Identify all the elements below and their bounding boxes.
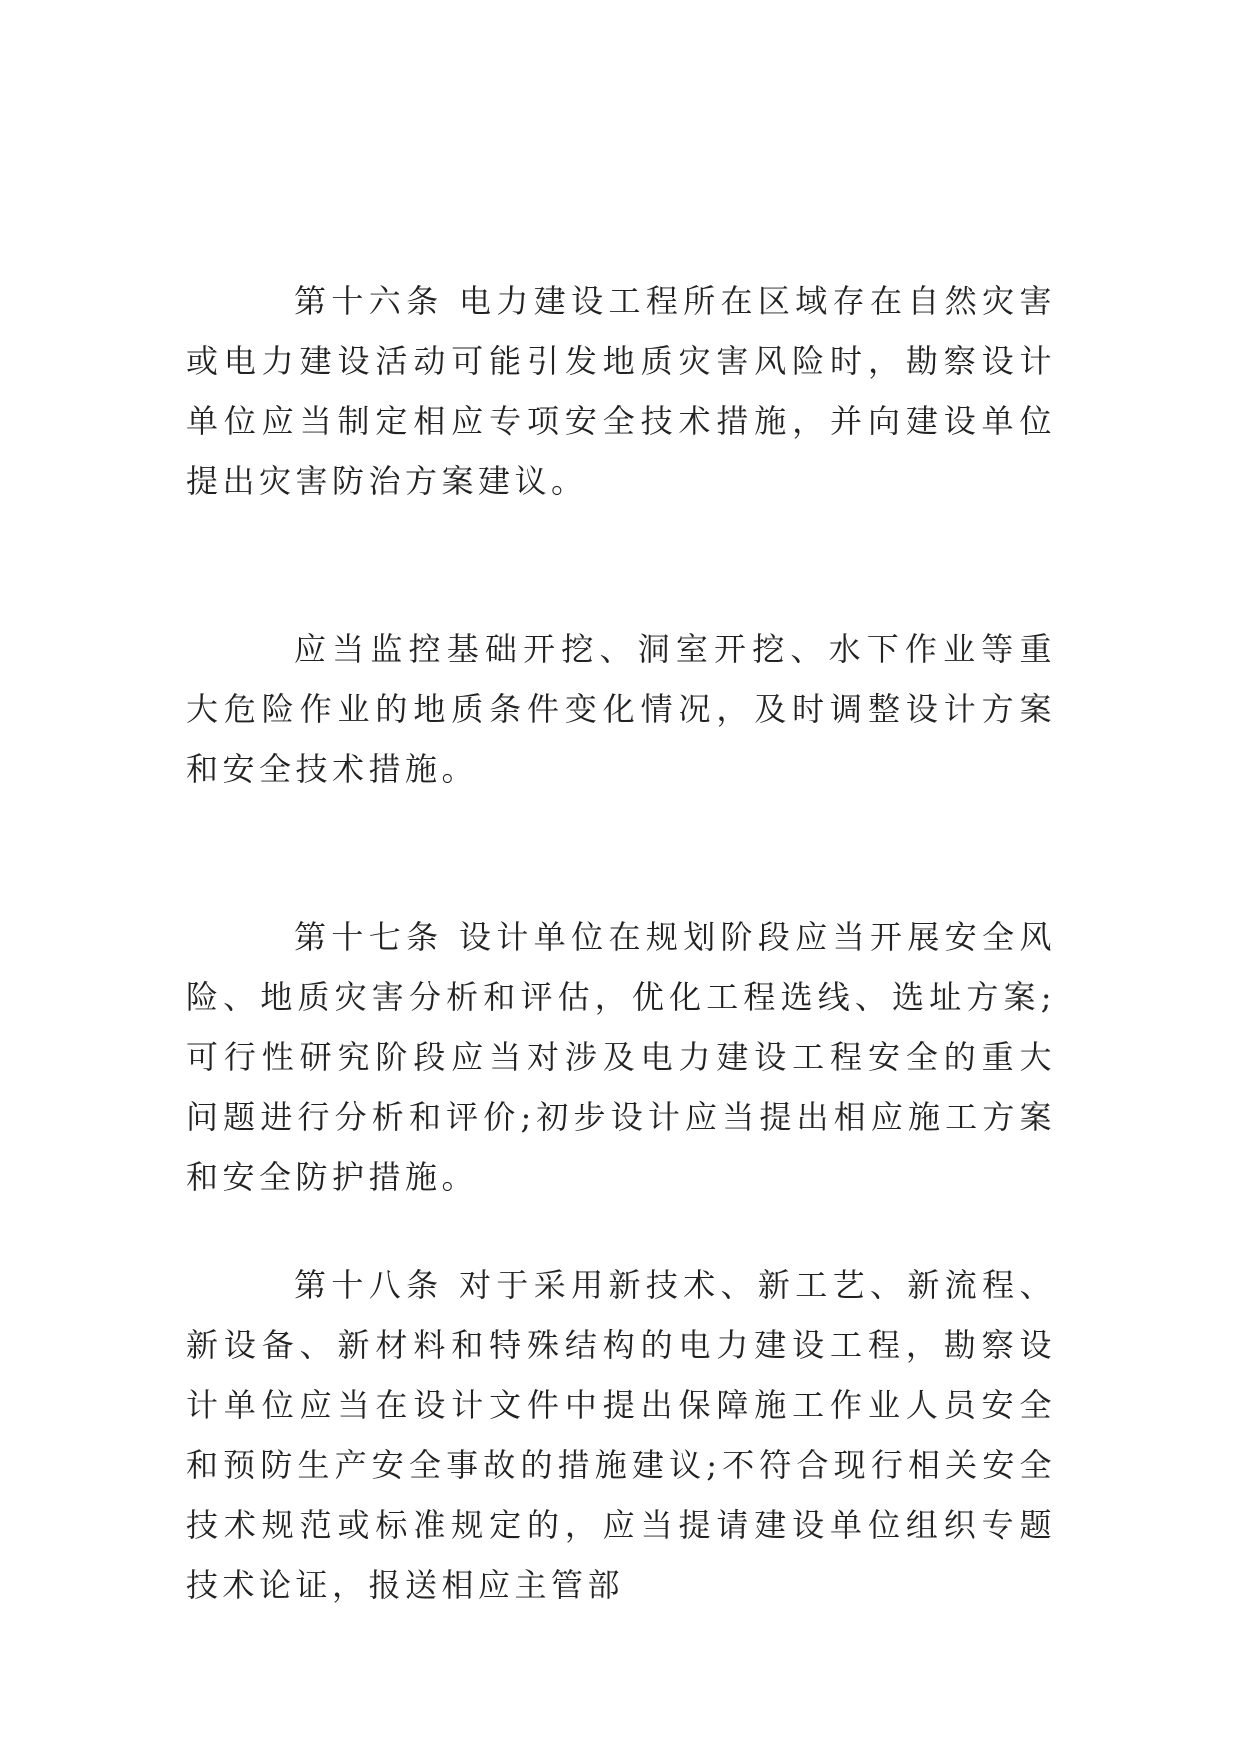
- article-17-paragraph: 第十七条 设计单位在规划阶段应当开展安全风险、地质灾害分析和评估，优化工程选线、选址方案;可行性研究阶段应当对涉及电力建设工程安全的重大问题进行分析和评价;初步设计应当提出相应施工方案和安全防护措施。: [186, 918, 1056, 1196]
- article-18-paragraph: 第十八条 对于采用新技术、新工艺、新流程、新设备、新材料和特殊结构的电力建设工程，勘察设计单位应当在设计文件中提出保障施工作业人员安全和预防生产安全事故的措施建议;不符合现行相关安全技术规范或标准规定的，应当提请建设单位组织专题技术论证，报送相应主管部: [186, 1266, 1056, 1604]
- monitoring-paragraph: 应当监控基础开挖、洞室开挖、水下作业等重大危险作业的地质条件变化情况，及时调整设计方案和安全技术措施。: [186, 630, 1056, 788]
- article-16-paragraph: 第十六条 电力建设工程所在区域存在自然灾害或电力建设活动可能引发地质灾害风险时，勘察设计单位应当制定相应专项安全技术措施，并向建设单位提出灾害防治方案建议。: [186, 282, 1056, 500]
